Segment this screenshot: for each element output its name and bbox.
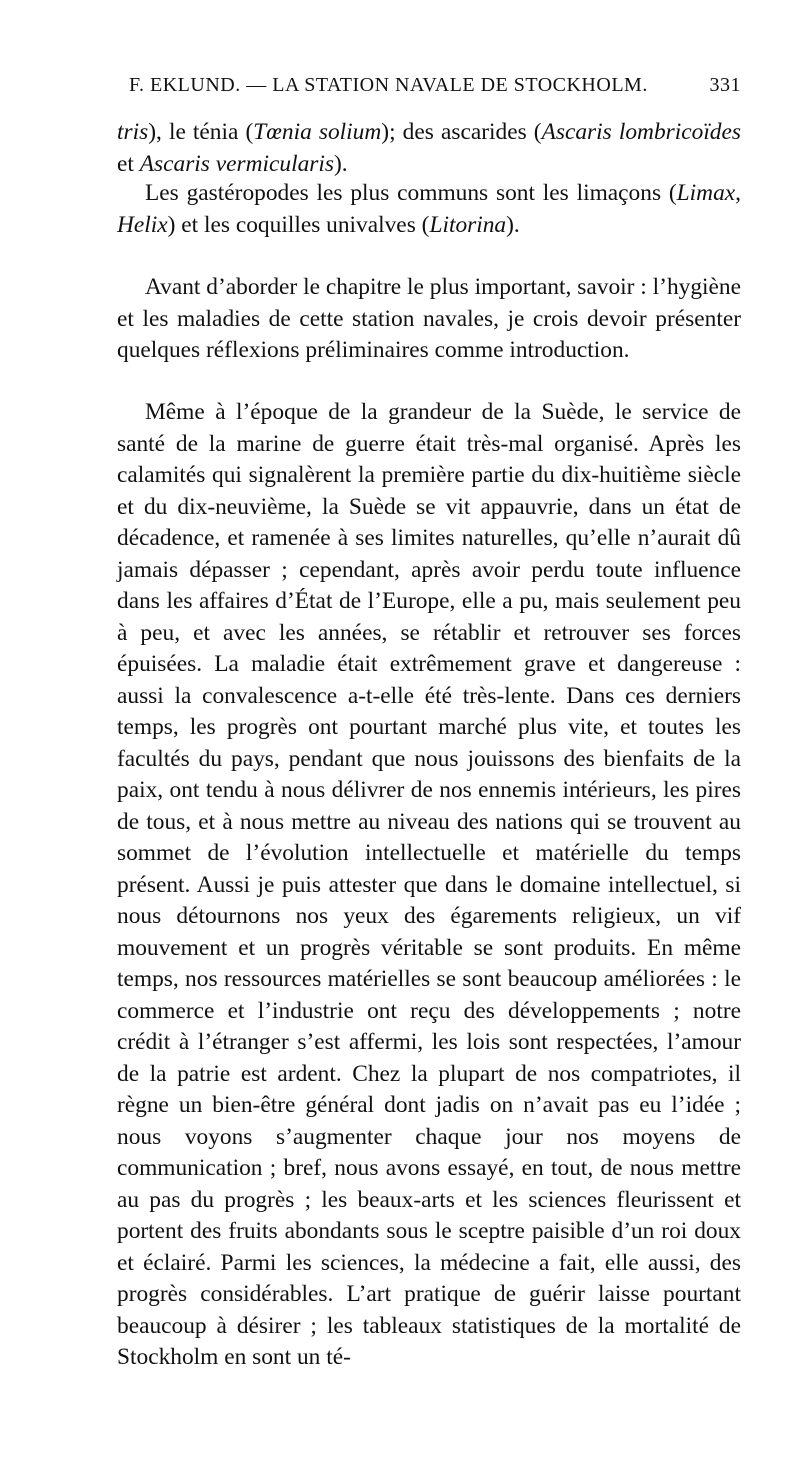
italic-fragment: Litorina [429,211,507,238]
text-fragment: ) et les coquilles univalves ( [167,211,430,238]
italic-fragment: Ascaris vermicularis [139,150,334,177]
text-fragment: ). [506,211,520,238]
paragraph-service-de-sante: Même à l’époque de la grandeur de la Suède, le service de santé de la marine de guerre était très-mal organisé. Après les calamités qui signalèrent la première partie du dix-huitième siècle et du dix-neuvième, la Suède se vit appauvrie, dans un état de décadence, et ramenée à ses limites naturelles, qu’elle n’aurait dû jamais dépasser ; cependant, après avoir perdu toute influence dans les affaires d’État de l’Europe, elle a pu, mais seulement peu à peu, et avec les années, se rétablir et retrouver ses forces épuisées. La maladie était extrêmement grave et dangereuse : aussi la convalescence a-t-elle été très-lente. Dans ces derniers temps, les progrès ont pourtant marché plus vite, et toutes les facultés du pays, pendant que nous jouissons des bienfaits de la paix, ont tendu à nous délivrer de nos ennemis intérieurs, les pires de tous, et à nous mettre au niveau des nations qui se trouvent au sommet de l’évolution intellectuelle et matérielle du temps présent. Aussi je puis attester que dans le domaine intellectuel, si nous détournons nos yeux des égarements religieux, un vif mouvement et un progrès véritable se sont produits. En même temps, nos ressources matérielles se sont beaucoup améliorées : le commerce et l’industrie ont reçu des développements ; notre crédit à l’étranger s’est affermi, les lois sont respectées, l’amour de la patrie est ardent. Chez la plupart de nos compatriotes, il règne un bien-être général dont jadis on n’avait pas eu l’idée ; nous voyons s’augmenter chaque jour nos moyens de communication ; bref, nous avons essayé, en tout, de nous mettre au pas du progrès ; les beaux-arts et les sciences fleurissent et portent des fruits abondants sous le sceptre paisible d’un roi doux et éclairé. Parmi les sciences, la médecine a fait, elle aussi, des progrès considérables. L’art pratique de guérir laisse pourtant beaucoup à désirer ; les tableaux statistiques de la mortalité de Stockholm en sont un té- [117,399,741,1370]
italic-fragment: Ascaris lombricoïdes [541,119,741,145]
italic-fragment: tris [117,119,149,145]
text-fragment: ). [334,150,348,177]
text-fragment: et [117,150,140,177]
italic-fragment: Tœnia solium [253,119,382,145]
running-header [117,68,741,100]
text-fragment: ); des ascarides ( [381,119,542,145]
paragraph-parasites [117,117,741,180]
text-fragment: Les gastéropodes les plus communs sont les limaçons ( [145,180,677,206]
paragraph-gasteropodes [117,178,741,241]
page-number: 331 [709,74,741,96]
italic-fragment: Limax, Helix [117,180,741,238]
paragraph-introduction: Avant d’aborder le chapitre le plus important, savoir : l’hygiène et les maladies de cette station navales, je crois devoir présenter quelques réflexions préliminaires comme introduction. [117,274,741,363]
running-title: F. EKLUND. — LA STATION NAVALE DE STOCKHOLM. [129,74,648,96]
text-fragment: ), le ténia ( [148,119,254,145]
